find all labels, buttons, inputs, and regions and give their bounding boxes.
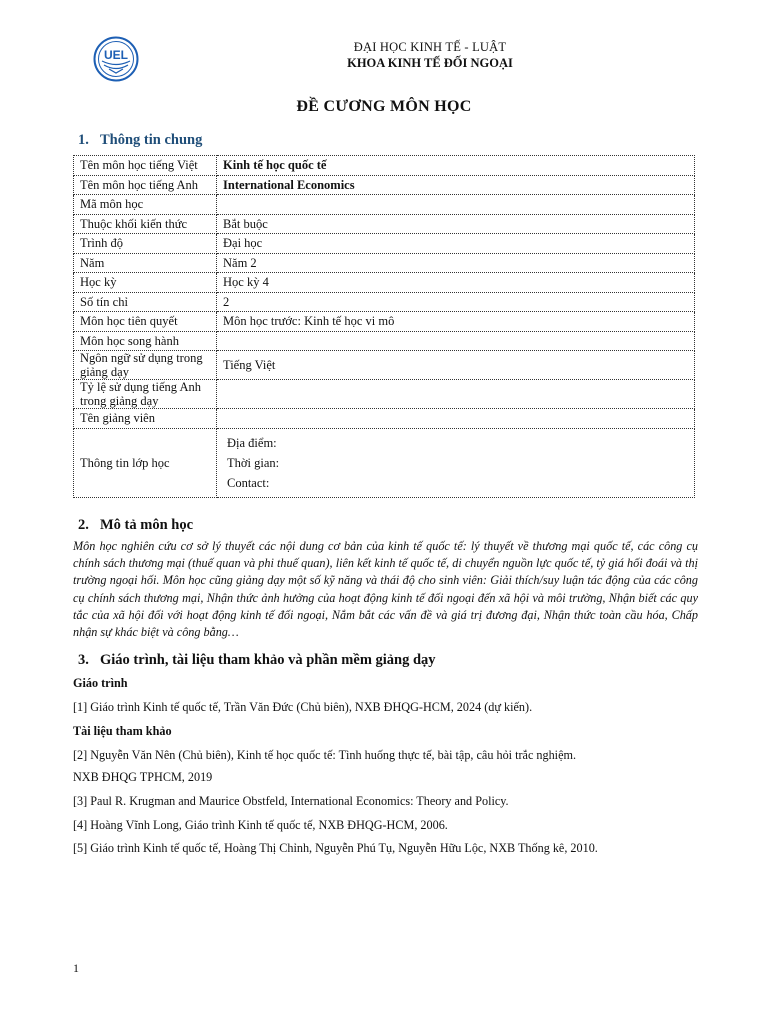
row-value: Môn học trước: Kinh tế học vi mô — [217, 312, 695, 332]
reference-item-continued: NXB ĐHQG TPHCM, 2019 — [73, 770, 213, 784]
table-row — [74, 195, 695, 215]
row-key: Năm — [74, 253, 217, 273]
row-key: Mã môn học — [74, 195, 217, 215]
document-title: ĐỀ CƯƠNG MÔN HỌC — [296, 98, 472, 115]
row-value — [217, 409, 695, 429]
section-2-title: Mô tả môn học — [100, 517, 194, 533]
row-value: 2 — [217, 292, 695, 312]
section-1-number: 1. — [78, 132, 89, 148]
section-3-number: 3. — [78, 652, 89, 668]
row-value: Kinh tế học quốc tế — [217, 156, 695, 176]
row-key: Trình độ — [74, 234, 217, 254]
references-label: Tài liệu tham khảo — [73, 724, 172, 738]
section-2-heading — [78, 517, 193, 534]
section-1-heading — [78, 132, 202, 149]
table-row — [74, 292, 695, 312]
class-contact: Contact: — [227, 475, 270, 490]
textbook-item: [1] Giáo trình Kinh tế quốc tế, Trần Văn Đức (Chủ biên), NXB ĐHQG-HCM, 2024 (dự kiến). — [73, 700, 533, 714]
class-location: Địa điểm: — [227, 435, 277, 450]
section-3-title: Giáo trình, tài liệu tham khảo và phần mềm giảng dạy — [100, 652, 436, 668]
row-key: Thông tin lớp học — [74, 428, 217, 497]
table-row — [74, 156, 695, 176]
row-value: Học kỳ 4 — [217, 273, 695, 293]
reference-item: [5] Giáo trình Kinh tế quốc tế, Hoàng Thị Chỉnh, Nguyễn Phú Tụ, Nguyễn Hữu Lộc, NXB Thống kê, 2010. — [73, 841, 598, 855]
row-value: Đại học — [217, 234, 695, 254]
row-key: Môn học tiên quyết — [74, 312, 217, 332]
general-info-table — [73, 155, 695, 498]
table-row — [74, 234, 695, 254]
row-value: Năm 2 — [217, 253, 695, 273]
row-value: International Economics — [217, 175, 695, 195]
table-row — [74, 253, 695, 273]
table-row — [74, 312, 695, 332]
reference-item: [3] Paul R. Krugman and Maurice Obstfeld, International Economics: Theory and Policy. — [73, 794, 509, 808]
row-key: Tên môn học tiếng Việt — [74, 156, 217, 176]
institution-header — [250, 39, 610, 71]
section-1-title: Thông tin chung — [100, 132, 203, 148]
section-3-heading — [78, 652, 436, 669]
row-key: Môn học song hành — [74, 331, 217, 351]
reference-item: [4] Hoàng Vĩnh Long, Giáo trình Kinh tế quốc tế, NXB ĐHQG-HCM, 2006. — [73, 818, 448, 832]
row-key: Học kỳ — [74, 273, 217, 293]
table-row — [74, 214, 695, 234]
row-key: Số tín chỉ — [74, 292, 217, 312]
row-key: Tỷ lệ sử dụng tiếng Anh trong giảng dạy — [74, 380, 217, 409]
row-key: Thuộc khối kiến thức — [74, 214, 217, 234]
class-info-cell — [217, 428, 695, 497]
reference-item: [2] Nguyễn Văn Nên (Chủ biên), Kinh tế học quốc tế: Tình huống thực tế, bài tập, câu hỏi trắc nghiệm. — [73, 748, 577, 762]
row-value: Bắt buộc — [217, 214, 695, 234]
table-row — [74, 273, 695, 293]
logo-text: UEL — [104, 48, 128, 62]
section-2-number: 2. — [78, 517, 89, 533]
row-value — [217, 331, 695, 351]
row-key: Ngôn ngữ sử dụng trong giảng dạy — [74, 351, 217, 380]
table-row — [74, 409, 695, 429]
textbook-label: Giáo trình — [73, 676, 128, 690]
row-value — [217, 380, 695, 409]
course-description: Môn học nghiên cứu cơ sở lý thuyết các nội dung cơ bản của kinh tế quốc tế: lý thuyết về thương mại quốc tế, các công cụ chính sách thương mại (thuế quan và phi thuế quan), liên kết kinh tế quốc tế, di chuyển nguồn lực quốc tế, tỷ giá hối đoái và thị trường ngoại hối. Môn học cũng giảng dạy một số kỹ năng và thái độ cho sinh viên: Giải thích/suy luận tác động của các công cụ chính sách thương mại, Nhận thức ảnh hưởng của hoạt động kinh tế đối ngoại đến xã hội và môi trường, Nhận biết các quy tắc của xã hội đối với hoạt động kinh tế đối ngoại, Nắm bắt các vấn đề và giá trị đương đại, Nhận thức toàn cầu hóa, Chấp nhận sự khác biệt và công bằng… — [73, 539, 698, 640]
class-time: Thời gian: — [227, 455, 280, 470]
row-value: Tiếng Việt — [217, 351, 695, 380]
table-row — [74, 175, 695, 195]
row-key: Tên giảng viên — [74, 409, 217, 429]
uel-logo — [93, 36, 139, 82]
row-value — [217, 195, 695, 215]
faculty-name: KHOA KINH TẾ ĐỐI NGOẠI — [347, 56, 513, 70]
table-row-class-info — [74, 428, 695, 497]
table-row — [74, 331, 695, 351]
university-name: ĐẠI HỌC KINH TẾ - LUẬT — [353, 40, 507, 54]
table-row — [74, 351, 695, 380]
row-key: Tên môn học tiếng Anh — [74, 175, 217, 195]
table-row — [74, 380, 695, 409]
page-number: 1 — [73, 961, 79, 975]
